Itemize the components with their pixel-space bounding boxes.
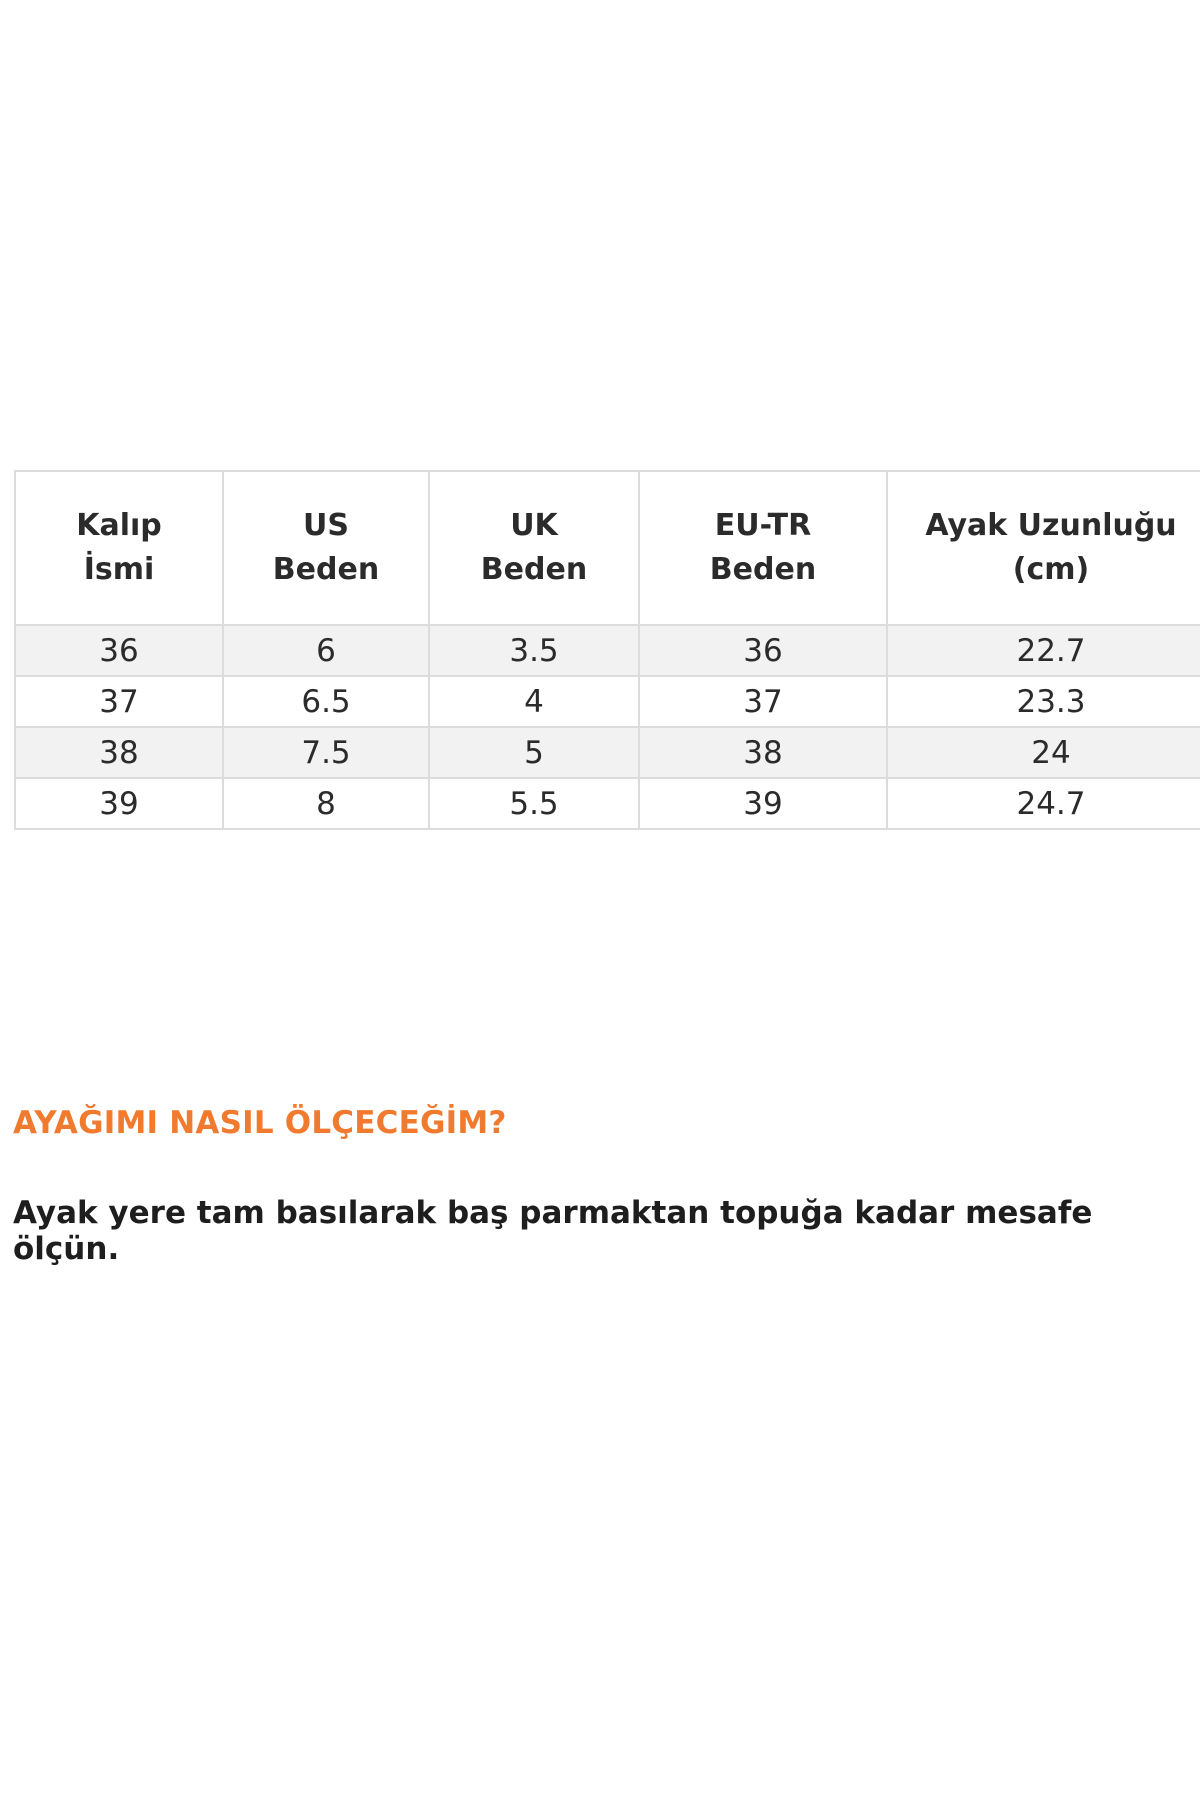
table-cell: 3.5 [429, 625, 639, 676]
table-cell: 6.5 [223, 676, 429, 727]
header-uk-size [429, 471, 639, 625]
table-row [15, 625, 1200, 676]
header-label: Beden [480, 552, 588, 587]
header-label: Kalıp [76, 508, 162, 543]
table-cell: 39 [639, 778, 887, 829]
header-foot-length [887, 471, 1200, 625]
header-us-size [223, 471, 429, 625]
table-cell: 39 [15, 778, 223, 829]
table-cell: 24.7 [887, 778, 1200, 829]
table-cell: 7.5 [223, 727, 429, 778]
table-cell: 4 [429, 676, 639, 727]
header-label: US [303, 508, 349, 543]
header-label: (cm) [1012, 552, 1090, 587]
table-cell: 24 [887, 727, 1200, 778]
table-cell: 37 [15, 676, 223, 727]
table-row [15, 676, 1200, 727]
table-cell: 8 [223, 778, 429, 829]
header-label: İsmi [83, 552, 155, 587]
size-table [14, 470, 1200, 830]
table-cell: 5 [429, 727, 639, 778]
table-cell: 36 [639, 625, 887, 676]
table-cell: 22.7 [887, 625, 1200, 676]
header-pattern-name [15, 471, 223, 625]
table-cell: 36 [15, 625, 223, 676]
header-eu-tr-size [639, 471, 887, 625]
measure-heading: AYAĞIMI NASIL ÖLÇECEĞİM? [13, 1105, 507, 1141]
table-cell: 38 [15, 727, 223, 778]
header-label: Beden [709, 552, 817, 587]
header-label: Beden [272, 552, 380, 587]
size-chart [14, 470, 1200, 830]
table-row [15, 727, 1200, 778]
table-cell: 38 [639, 727, 887, 778]
header-label: UK [510, 508, 558, 543]
table-cell: 23.3 [887, 676, 1200, 727]
header-label: EU-TR [714, 508, 812, 543]
measure-instructions: Ayak yere tam basılarak baş parmaktan topuğa kadar mesafe ölçün. [13, 1195, 1093, 1267]
table-row [15, 778, 1200, 829]
table-cell: 6 [223, 625, 429, 676]
table-header-row [15, 471, 1200, 625]
table-cell: 37 [639, 676, 887, 727]
header-label: Ayak Uzunluğu [925, 508, 1177, 543]
table-cell: 5.5 [429, 778, 639, 829]
